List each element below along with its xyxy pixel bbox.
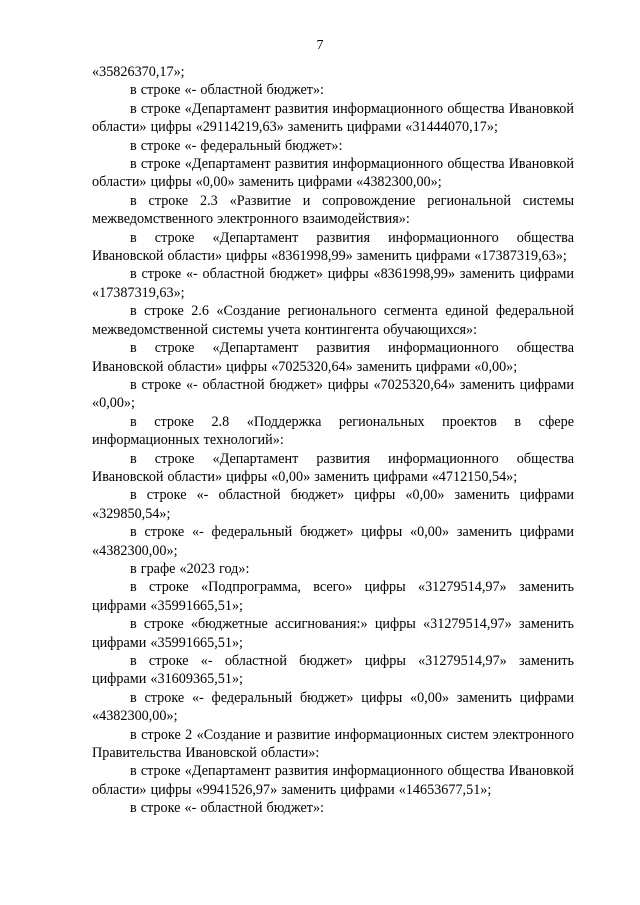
paragraph: в строке «Департамент развития информационного общества Ивановской области» цифры «0,00» заменить цифрами «4712150,54»; xyxy=(92,450,574,485)
paragraph: в строке «Департамент развития информационного общества Ивановкой области» цифры «29114219,63» заменить цифрами «31444070,17»; xyxy=(92,100,574,136)
paragraph: в строке «бюджетные ассигнования:» цифры «31279514,97» заменить цифрами «35991665,51»; xyxy=(92,616,574,651)
paragraph: в строке 2.3 «Развитие и сопровождение региональной системы межведомственного электронного взаимодействия»: xyxy=(92,192,574,228)
paragraph: в строке «- областной бюджет» цифры «8361998,99» заменить цифрами «17387319,63»; xyxy=(92,266,574,301)
paragraph: в строке «Департамент развития информационного общества Ивановкой области» цифры «0,00» заменить цифрами «4382300,00»; xyxy=(92,156,574,191)
paragraph: в строке «- областной бюджет» цифры «7025320,64» заменить цифрами «0,00»; xyxy=(92,376,574,412)
paragraph: в строке 2.6 «Создание регионального сегмента единой федеральной межведомственной системы учета контингента обучающихся»: xyxy=(92,303,574,338)
document-body xyxy=(92,63,574,818)
paragraph: в графе «2023 год»: xyxy=(130,560,250,577)
paragraph: в строке «- федеральный бюджет» цифры «0,00» заменить цифрами «4382300,00»; xyxy=(92,524,574,559)
paragraph: в строке «- областной бюджет» цифры «31279514,97» заменить цифрами «31609365,51»; xyxy=(92,653,574,688)
paragraph: в строке «- областной бюджет»: xyxy=(130,800,324,817)
paragraph: в строке «Департамент развития информационного общества Ивановской области» цифры «8361998,99» заменить цифрами «17387319,63»; xyxy=(92,229,574,265)
paragraph: в строке «Подпрограмма, всего» цифры «31279514,97» заменить цифрами «35991665,51»; xyxy=(92,579,574,614)
paragraph: в строке 2.8 «Поддержка региональных проектов в сфере информационных технологий»: xyxy=(92,413,574,449)
paragraph: в строке «- областной бюджет»: xyxy=(130,82,324,99)
page-number: 7 xyxy=(316,38,324,53)
paragraph: в строке «Департамент развития информационного общества Ивановской области» цифры «7025320,64» заменить цифрами «0,00»; xyxy=(92,340,574,375)
paragraph: в строке «- областной бюджет» цифры «0,00» заменить цифрами «329850,54»; xyxy=(92,487,574,522)
paragraph: в строке «- федеральный бюджет» цифры «0,00» заменить цифрами «4382300,00»; xyxy=(92,689,574,725)
paragraph: в строке «- федеральный бюджет»: xyxy=(130,137,343,154)
paragraph: «35826370,17»; xyxy=(92,64,185,80)
paragraph: в строке «Департамент развития информационного общества Ивановкой области» цифры «9941526,97» заменить цифрами «14653677,51»; xyxy=(92,763,574,798)
paragraph: в строке 2 «Создание и развитие информационных систем электронного Правительства Ивановской области»: xyxy=(92,726,574,762)
